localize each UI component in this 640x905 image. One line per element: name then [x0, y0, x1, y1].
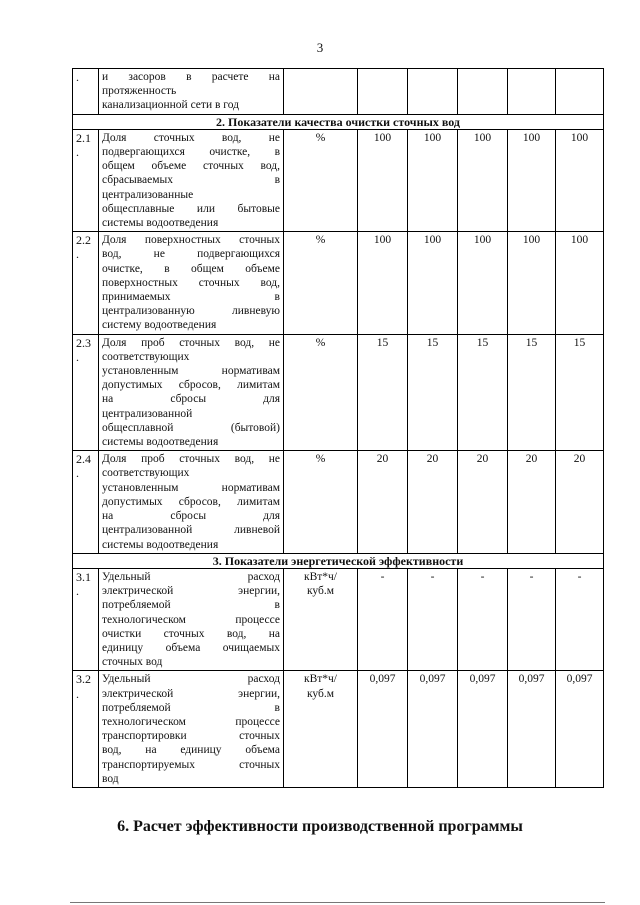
bottom-rule	[70, 902, 605, 903]
description-line: соответствующих	[102, 350, 190, 363]
description-line: канализационной сети в год	[102, 99, 239, 112]
table-row	[73, 451, 604, 553]
value-cell: 20	[408, 451, 458, 553]
row-number: 2.1 .	[73, 129, 99, 231]
value-cell: 0,097	[408, 671, 458, 788]
page-number: 3	[316, 40, 324, 55]
description-line: системы водоотведения	[102, 436, 219, 449]
value-cell: 20	[508, 451, 556, 553]
section-title: 3. Показатели энергетической эффективности	[73, 553, 604, 568]
description-line: транспортировки сточных	[102, 730, 280, 743]
description-line: общесплавной (бытовой)	[102, 421, 280, 434]
table-row	[73, 129, 604, 231]
indicator-description	[99, 671, 284, 788]
description-line: централизованной ливневой	[102, 524, 280, 537]
table-row	[73, 671, 604, 788]
description-line: потребляемой в	[102, 599, 280, 612]
value-cell: 15	[458, 334, 508, 451]
description-line: систему водоотведения	[102, 319, 217, 332]
unit-cell: %	[284, 232, 358, 334]
value-cell: 100	[408, 232, 458, 334]
value-cell: 100	[508, 232, 556, 334]
value-cell: 100	[358, 232, 408, 334]
unit-cell: %	[284, 451, 358, 553]
row-number: 2.2 .	[73, 232, 99, 334]
value-cell: -	[408, 568, 458, 670]
description-line: Доля сточных вод, не	[102, 131, 280, 144]
value-cell	[408, 69, 458, 115]
indicator-description	[99, 69, 284, 115]
value-cell: 20	[556, 451, 604, 553]
value-cell: 100	[408, 129, 458, 231]
description-line: сточных вод	[102, 656, 163, 669]
table-row	[73, 69, 604, 115]
description-line: протяженность	[102, 85, 177, 98]
description-line: технологическом процессе	[102, 613, 280, 626]
value-cell: 15	[508, 334, 556, 451]
description-line: электрической энергии,	[102, 585, 280, 598]
description-line: технологическом процессе	[102, 715, 280, 728]
value-cell: 15	[556, 334, 604, 451]
description-line: системы водоотведения	[102, 217, 219, 230]
value-cell: -	[556, 568, 604, 670]
indicators-table	[72, 68, 604, 788]
description-line: централизованную ливневую	[102, 305, 280, 318]
section-title: 2. Показатели качества очистки сточных вод	[73, 114, 604, 129]
description-line: Доля проб сточных вод, не	[102, 453, 280, 466]
description-line: поверхностных сточных вод,	[102, 276, 280, 289]
unit-cell	[284, 69, 358, 115]
description-line: единицу объема очищаемых	[102, 641, 280, 654]
row-number: 2.3 .	[73, 334, 99, 451]
description-line: системы водоотведения	[102, 538, 219, 551]
description-line: соответствующих	[102, 467, 190, 480]
description-line: общесплавные или бытовые	[102, 202, 280, 215]
value-cell: 100	[358, 129, 408, 231]
value-cell: 100	[508, 129, 556, 231]
section-header-row	[73, 553, 604, 568]
value-cell: 100	[556, 232, 604, 334]
unit-cell: %	[284, 334, 358, 451]
table-row	[73, 232, 604, 334]
value-cell: 20	[458, 451, 508, 553]
description-line: вод, на единицу объема	[102, 744, 280, 757]
description-line: очистки сточных вод, на	[102, 627, 280, 640]
description-line: Доля поверхностных сточных	[102, 234, 280, 247]
indicator-description	[99, 334, 284, 451]
value-cell	[358, 69, 408, 115]
unit-cell: кВт*ч/ куб.м	[284, 568, 358, 670]
value-cell: 0,097	[458, 671, 508, 788]
value-cell: 100	[458, 232, 508, 334]
description-line: вод	[102, 772, 119, 785]
description-line: вод, не подвергающихся	[102, 248, 280, 261]
description-line: Доля проб сточных вод, не	[102, 336, 280, 349]
value-cell: 0,097	[508, 671, 556, 788]
description-line: общем объеме сточных вод,	[102, 160, 280, 173]
value-cell	[556, 69, 604, 115]
value-cell: 15	[408, 334, 458, 451]
row-number: 3.2 .	[73, 671, 99, 788]
description-line: допустимых сбросов, лимитам	[102, 379, 280, 392]
value-cell: 0,097	[556, 671, 604, 788]
description-line: сбрасываемых в	[102, 174, 280, 187]
section-header-row	[73, 114, 604, 129]
unit-cell: %	[284, 129, 358, 231]
value-cell: 20	[358, 451, 408, 553]
description-line: транспортируемых сточных	[102, 758, 280, 771]
table-row	[73, 334, 604, 451]
unit-cell: кВт*ч/ куб.м	[284, 671, 358, 788]
description-line: на сбросы для	[102, 393, 280, 406]
description-line: установленным нормативам	[102, 481, 280, 494]
description-line: установленным нормативам	[102, 365, 280, 378]
description-line: на сбросы для	[102, 510, 280, 523]
value-cell: 15	[358, 334, 408, 451]
description-line: и засоров в расчете на	[102, 71, 280, 83]
value-cell: 100	[556, 129, 604, 231]
description-line: централизованные	[102, 188, 194, 201]
indicator-description	[99, 129, 284, 231]
value-cell: -	[358, 568, 408, 670]
row-number: 3.1 .	[73, 568, 99, 670]
description-line: допустимых сбросов, лимитам	[102, 495, 280, 508]
indicator-description	[99, 232, 284, 334]
description-line: подвергающихся очистке, в	[102, 146, 280, 159]
section-heading: 6. Расчет эффективности производственной программы	[117, 818, 523, 835]
indicator-description	[99, 568, 284, 670]
value-cell	[508, 69, 556, 115]
value-cell: 0,097	[358, 671, 408, 788]
value-cell: 100	[458, 129, 508, 231]
value-cell: -	[508, 568, 556, 670]
table-row	[73, 568, 604, 670]
description-line: принимаемых в	[102, 291, 280, 304]
description-line: очистке, в общем объеме	[102, 262, 280, 275]
description-line: Удельный расход	[102, 673, 280, 686]
description-line: Удельный расход	[102, 570, 280, 583]
row-number: .	[73, 69, 99, 115]
indicator-description	[99, 451, 284, 553]
description-line: централизованной	[102, 407, 193, 420]
value-cell: -	[458, 568, 508, 670]
value-cell	[458, 69, 508, 115]
row-number: 2.4 .	[73, 451, 99, 553]
description-line: потребляемой в	[102, 701, 280, 714]
description-line: электрической энергии,	[102, 687, 280, 700]
